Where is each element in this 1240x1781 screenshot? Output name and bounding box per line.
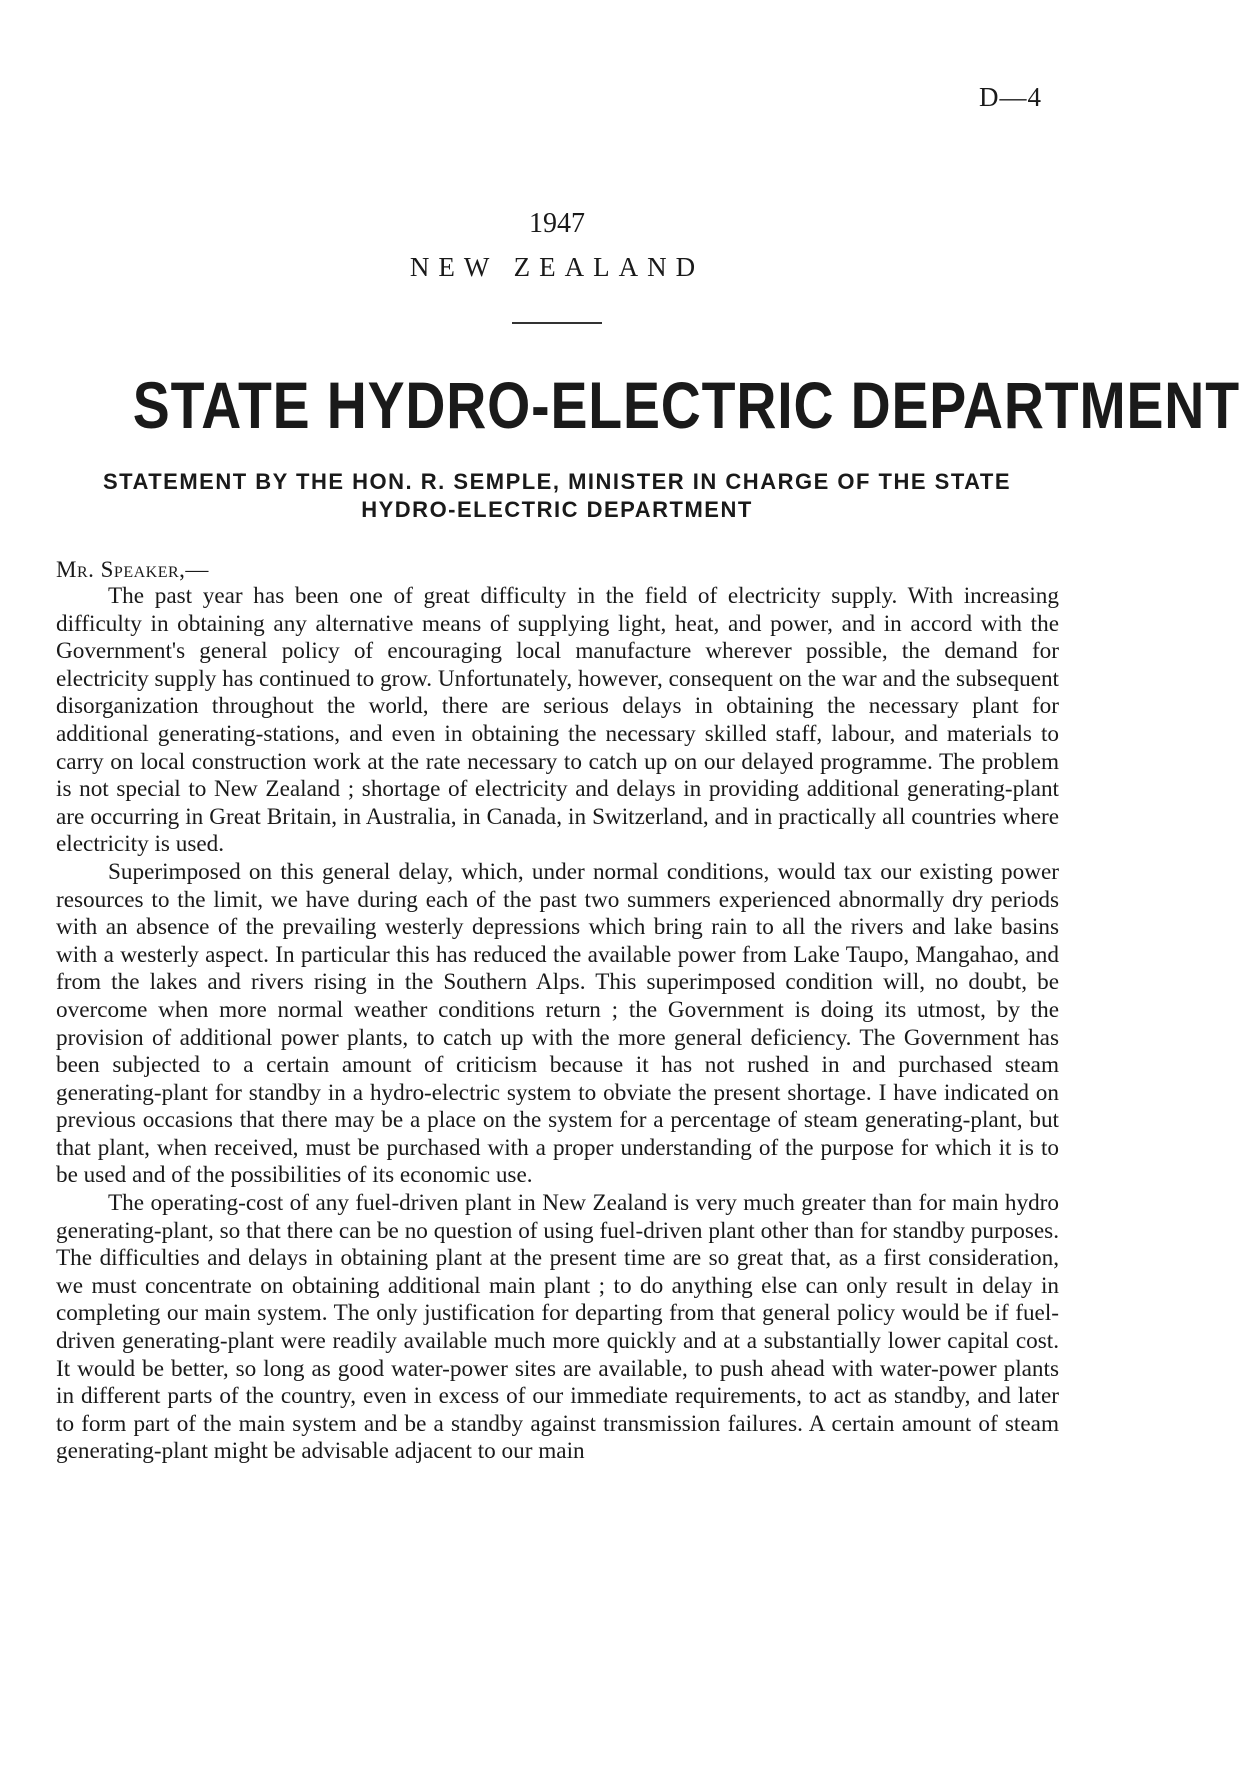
paragraph: Superimposed on this general delay, which, under normal conditions, would tax our existing power resources to the limit, we have during each of the past two summers experienced abnormally dry periods with an absence of the prevailing westerly depressions which bring rain to all the rivers and lake basins with a westerly aspect. In particular this has reduced the available power from Lake Taupo, Mangahao, and from the lakes and rivers rising in the Southern Alps. This superimposed condition will, no doubt, be overcome when more normal weather conditions return ; the Government is doing its utmost, by the provision of additional power plants, to catch up with the more general deficiency. The Government has been subjected to a certain amount of criticism because it has not rushed in and purchased steam generating-plant for standby in a hydro-electric system to obviate the present shortage. I have indicated on previous occasions that there may be a place on the system for a percentage of steam generating-plant, but that plant, when received, must be purchased with a proper understanding of the purpose for which it is to be used and of the possibilities of its economic use. [56,858,1059,1189]
document-title: STATE HYDRO-ELECTRIC DEPARTMENT [132,368,1240,442]
divider-rule [512,322,602,324]
publication-year: 1947 [529,208,585,239]
salutation: Mr. Speaker,— [56,557,209,582]
country-heading: NEW ZEALAND [409,252,705,282]
document-subtitle: STATEMENT BY THE HON. R. SEMPLE, MINISTER IN CHARGE OF THE STATE HYDRO-ELECTRIC DEPARTMENT [103,469,1011,522]
page-number: D—4 [979,82,1042,112]
paragraph: The past year has been one of great difficulty in the field of electricity supply. With increasing difficulty in obtaining any alternative means of supplying light, heat, and power, and in accord with the Government's general policy of encouraging local manufacture wherever possible, the demand for electricity supply has continued to grow. Unfortunately, however, consequent on the war and the subsequent disorganization throughout the world, there are serious delays in obtaining the necessary plant for additional generating-stations, and even in obtaining the necessary skilled staff, labour, and materials to carry on local construction work at the rate necessary to catch up on our delayed programme. The problem is not special to New Zealand ; shortage of electricity and delays in providing additional generating-plant are occurring in Great Britain, in Australia, in Canada, in Switzerland, and in practically all countries where electricity is used. [56,583,1059,858]
paragraph: The operating-cost of any fuel-driven plant in New Zealand is very much greater than for main hydro generating-plant, so that there can be no question of using fuel-driven plant other than for standby purposes. The difficulties and delays in obtaining plant at the present time are so great that, as a first consideration, we must concentrate on obtaining additional main plant ; to do anything else can only result in delay in completing our main system. The only justification for departing from that general policy would be if fuel-driven generating-plant were readily available much more quickly and at a substantially lower capital cost. It would be better, so long as good water-power sites are available, to push ahead with water-power plants in different parts of the country, even in excess of our immediate requirements, to act as standby, and later to form part of the main system and be a standby against transmission failures. A certain amount of steam generating-plant might be advisable adjacent to our main [56,1190,1059,1465]
body-text [56,583,1059,1466]
